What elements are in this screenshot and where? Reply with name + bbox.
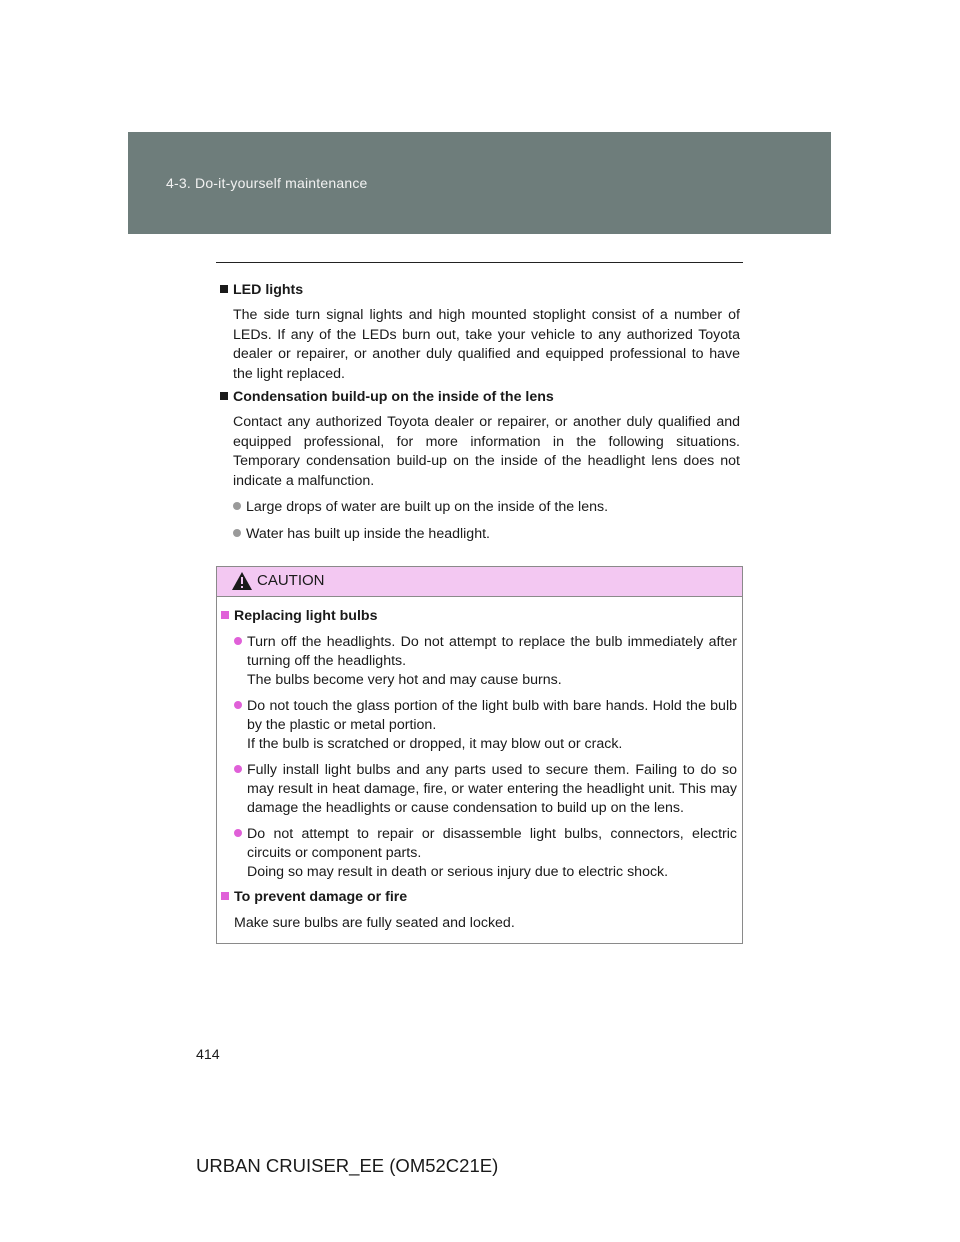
section-heading: LED lights	[220, 281, 740, 300]
footer-model-code: URBAN CRUISER_EE (OM52C21E)	[196, 1155, 499, 1176]
chapter-header-band	[128, 132, 831, 234]
section-text: The side turn signal lights and high mounted stoplight consist of a number of LEDs. If any of the LEDs burn out, take your vehicle to any authorized Toyota dealer or repairer, or another duly qualified and equipped professional to have the light replaced.	[233, 307, 740, 382]
round-bullet-icon	[234, 829, 242, 837]
page-number: 414	[196, 1047, 220, 1063]
round-bullet-icon	[234, 637, 242, 645]
round-bullet-icon	[234, 765, 242, 773]
caution-item: Fully install light bulbs and any parts used to secure them. Failing to do so may result in heat damage, fire, or water entering the headlight unit. This may damage the headlights or cause condensation to build up on the lens.	[221, 761, 737, 818]
square-bullet-icon	[221, 611, 229, 619]
list-item: Large drops of water are built up on the inside of the lens.	[220, 498, 740, 518]
caution-header	[217, 567, 742, 597]
section-divider	[216, 262, 743, 263]
square-bullet-icon	[220, 285, 228, 293]
list-item: Water has built up inside the headlight.	[220, 525, 740, 545]
caution-text: Make sure bulbs are fully seated and locked.	[234, 915, 515, 931]
caution-item: Turn off the headlights. Do not attempt to replace the bulb immediately after turning off the headlights. The bulbs become very hot and may cause burns.	[221, 633, 737, 690]
section-led-lights	[220, 281, 740, 384]
square-bullet-icon	[220, 392, 228, 400]
chapter-title: 4-3. Do-it-yourself maintenance	[166, 175, 368, 191]
round-bullet-icon	[234, 701, 242, 709]
round-bullet-icon	[233, 502, 241, 510]
caution-item: Do not touch the glass portion of the light bulb with bare hands. Hold the bulb by the plastic or metal portion. If the bulb is scratched or dropped, it may blow out or crack.	[221, 697, 737, 754]
caution-heading: To prevent damage or fire	[221, 888, 737, 907]
section-heading: Condensation build-up on the inside of the lens	[220, 388, 740, 407]
section-condensation	[220, 388, 740, 544]
caution-box	[216, 566, 743, 944]
warning-triangle-icon	[231, 571, 253, 591]
caution-item: Do not attempt to repair or disassemble light bulbs, connectors, electric circuits or component parts. Doing so may result in death or serious injury due to electric shock.	[221, 825, 737, 882]
round-bullet-icon	[233, 529, 241, 537]
square-bullet-icon	[221, 892, 229, 900]
caution-title: CAUTION	[257, 572, 325, 589]
section-text: Contact any authorized Toyota dealer or repairer, or another duly qualified and equipped professional, for more information in the following situations. Temporary condensation build-up on the inside of the headlight lens does not indicate a malfunction.	[233, 414, 740, 489]
caution-body	[221, 607, 737, 933]
caution-heading: Replacing light bulbs	[221, 607, 737, 626]
